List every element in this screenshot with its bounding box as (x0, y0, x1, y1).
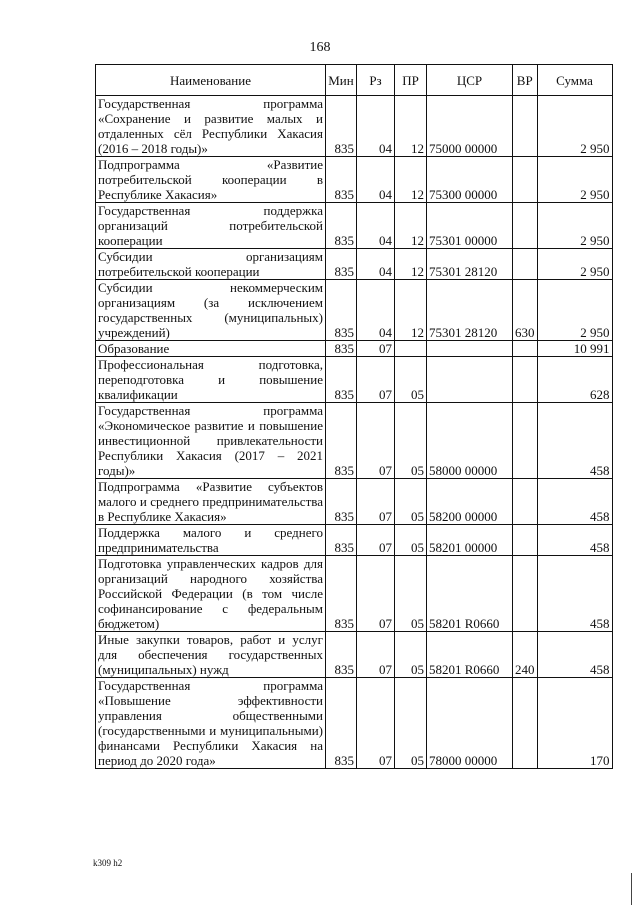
row-sum-cell: 2 950 (537, 249, 612, 280)
row-min-cell: 835 (326, 280, 357, 341)
row-vr-cell (513, 96, 538, 157)
row-vr-cell: 630 (513, 280, 538, 341)
row-rz-cell: 07 (357, 403, 395, 479)
row-rz-cell: 07 (357, 357, 395, 403)
row-rz-cell: 04 (357, 203, 395, 249)
row-sum-cell: 458 (537, 403, 612, 479)
row-csr-cell (427, 341, 513, 357)
row-sum-cell: 458 (537, 525, 612, 556)
row-min-cell: 835 (326, 96, 357, 157)
row-sum-cell: 458 (537, 632, 612, 678)
row-sum-cell: 628 (537, 357, 612, 403)
table-row (96, 341, 613, 357)
row-min-cell: 835 (326, 249, 357, 280)
table-row (96, 96, 613, 157)
row-csr-cell: 58000 00000 (427, 403, 513, 479)
row-sum-cell: 10 991 (537, 341, 612, 357)
row-csr-cell: 75301 28120 (427, 280, 513, 341)
row-min-cell: 835 (326, 203, 357, 249)
row-name-cell: Государственная поддержка организаций потребительской кооперации (96, 203, 326, 249)
table-row (96, 357, 613, 403)
row-csr-cell: 58200 00000 (427, 479, 513, 525)
row-name-cell: Подготовка управленческих кадров для организаций народного хозяйства Российской Федерации (в том числе софинансирование с федеральным бюджетом) (96, 556, 326, 632)
row-name-cell: Подпрограмма «Развитие потребительской кооперации в Республике Хакасия» (96, 157, 326, 203)
col-header-rz: Рз (357, 65, 395, 96)
row-csr-cell: 58201 R0660 (427, 632, 513, 678)
table-row (96, 678, 613, 769)
row-pr-cell: 05 (395, 678, 427, 769)
table-row (96, 403, 613, 479)
row-rz-cell: 07 (357, 678, 395, 769)
col-header-name: Наименование (96, 65, 326, 96)
row-vr-cell (513, 479, 538, 525)
col-header-vr: ВР (513, 65, 538, 96)
row-pr-cell: 05 (395, 403, 427, 479)
row-name-cell: Образование (96, 341, 326, 357)
row-min-cell: 835 (326, 403, 357, 479)
row-rz-cell: 04 (357, 249, 395, 280)
row-pr-cell: 05 (395, 357, 427, 403)
row-rz-cell: 04 (357, 280, 395, 341)
row-min-cell: 835 (326, 157, 357, 203)
table-row (96, 479, 613, 525)
row-name-cell: Субсидии организациям потребительской кооперации (96, 249, 326, 280)
row-sum-cell: 2 950 (537, 280, 612, 341)
col-header-sum: Сумма (537, 65, 612, 96)
row-pr-cell (395, 341, 427, 357)
row-csr-cell: 75301 00000 (427, 203, 513, 249)
row-vr-cell (513, 403, 538, 479)
row-rz-cell: 04 (357, 96, 395, 157)
row-pr-cell: 12 (395, 157, 427, 203)
row-min-cell: 835 (326, 556, 357, 632)
budget-table (95, 64, 613, 769)
row-name-cell: Государственная программа «Сохранение и развитие малых и отдаленных сёл Республики Хакасия (2016 – 2018 годы)» (96, 96, 326, 157)
table-row (96, 249, 613, 280)
table-row (96, 203, 613, 249)
row-pr-cell: 12 (395, 249, 427, 280)
row-csr-cell: 58201 00000 (427, 525, 513, 556)
row-rz-cell: 07 (357, 632, 395, 678)
row-name-cell: Государственная программа «Повышение эффективности управления общественными (государственными и муниципальными) финансами Республики Хакасия на период до 2020 года» (96, 678, 326, 769)
row-csr-cell: 75000 00000 (427, 96, 513, 157)
row-sum-cell: 2 950 (537, 157, 612, 203)
row-name-cell: Профессиональная подготовка, переподготовка и повышение квалификации (96, 357, 326, 403)
row-vr-cell (513, 341, 538, 357)
table-row (96, 556, 613, 632)
table-row (96, 525, 613, 556)
row-pr-cell: 12 (395, 280, 427, 341)
row-sum-cell: 170 (537, 678, 612, 769)
row-rz-cell: 07 (357, 556, 395, 632)
row-csr-cell: 58201 R0660 (427, 556, 513, 632)
row-sum-cell: 458 (537, 556, 612, 632)
row-csr-cell: 75300 00000 (427, 157, 513, 203)
row-name-cell: Поддержка малого и среднего предпринимательства (96, 525, 326, 556)
document-code: k309 h2 (93, 858, 123, 868)
row-rz-cell: 07 (357, 525, 395, 556)
row-min-cell: 835 (326, 341, 357, 357)
row-csr-cell (427, 357, 513, 403)
row-sum-cell: 2 950 (537, 203, 612, 249)
col-header-csr: ЦСР (427, 65, 513, 96)
row-min-cell: 835 (326, 632, 357, 678)
row-pr-cell: 12 (395, 203, 427, 249)
row-vr-cell (513, 525, 538, 556)
row-pr-cell: 05 (395, 525, 427, 556)
row-csr-cell: 78000 00000 (427, 678, 513, 769)
margin-mark (631, 873, 632, 905)
row-sum-cell: 458 (537, 479, 612, 525)
row-rz-cell: 04 (357, 157, 395, 203)
row-name-cell: Субсидии некоммерческим организациям (за исключением государственных (муниципальных) учреждений) (96, 280, 326, 341)
col-header-pr: ПР (395, 65, 427, 96)
row-rz-cell: 07 (357, 479, 395, 525)
row-vr-cell (513, 203, 538, 249)
table-header-row (96, 65, 613, 96)
row-vr-cell (513, 678, 538, 769)
table-row (96, 632, 613, 678)
row-min-cell: 835 (326, 357, 357, 403)
col-header-min: Мин (326, 65, 357, 96)
row-name-cell: Иные закупки товаров, работ и услуг для обеспечения государственных (муниципальных) нужд (96, 632, 326, 678)
row-min-cell: 835 (326, 525, 357, 556)
row-vr-cell (513, 157, 538, 203)
row-sum-cell: 2 950 (537, 96, 612, 157)
row-vr-cell: 240 (513, 632, 538, 678)
table-row (96, 157, 613, 203)
row-vr-cell (513, 556, 538, 632)
row-name-cell: Государственная программа «Экономическое развитие и повышение инвестиционной привлекательности Республики Хакасия (2017 – 2021 годы)» (96, 403, 326, 479)
row-rz-cell: 07 (357, 341, 395, 357)
row-pr-cell: 05 (395, 632, 427, 678)
row-min-cell: 835 (326, 678, 357, 769)
row-vr-cell (513, 249, 538, 280)
row-min-cell: 835 (326, 479, 357, 525)
table-row (96, 280, 613, 341)
row-pr-cell: 05 (395, 479, 427, 525)
row-name-cell: Подпрограмма «Развитие субъектов малого и среднего предпринимательства в Республике Хакасия» (96, 479, 326, 525)
page-number: 168 (309, 40, 331, 55)
row-pr-cell: 05 (395, 556, 427, 632)
row-pr-cell: 12 (395, 96, 427, 157)
row-csr-cell: 75301 28120 (427, 249, 513, 280)
row-vr-cell (513, 357, 538, 403)
